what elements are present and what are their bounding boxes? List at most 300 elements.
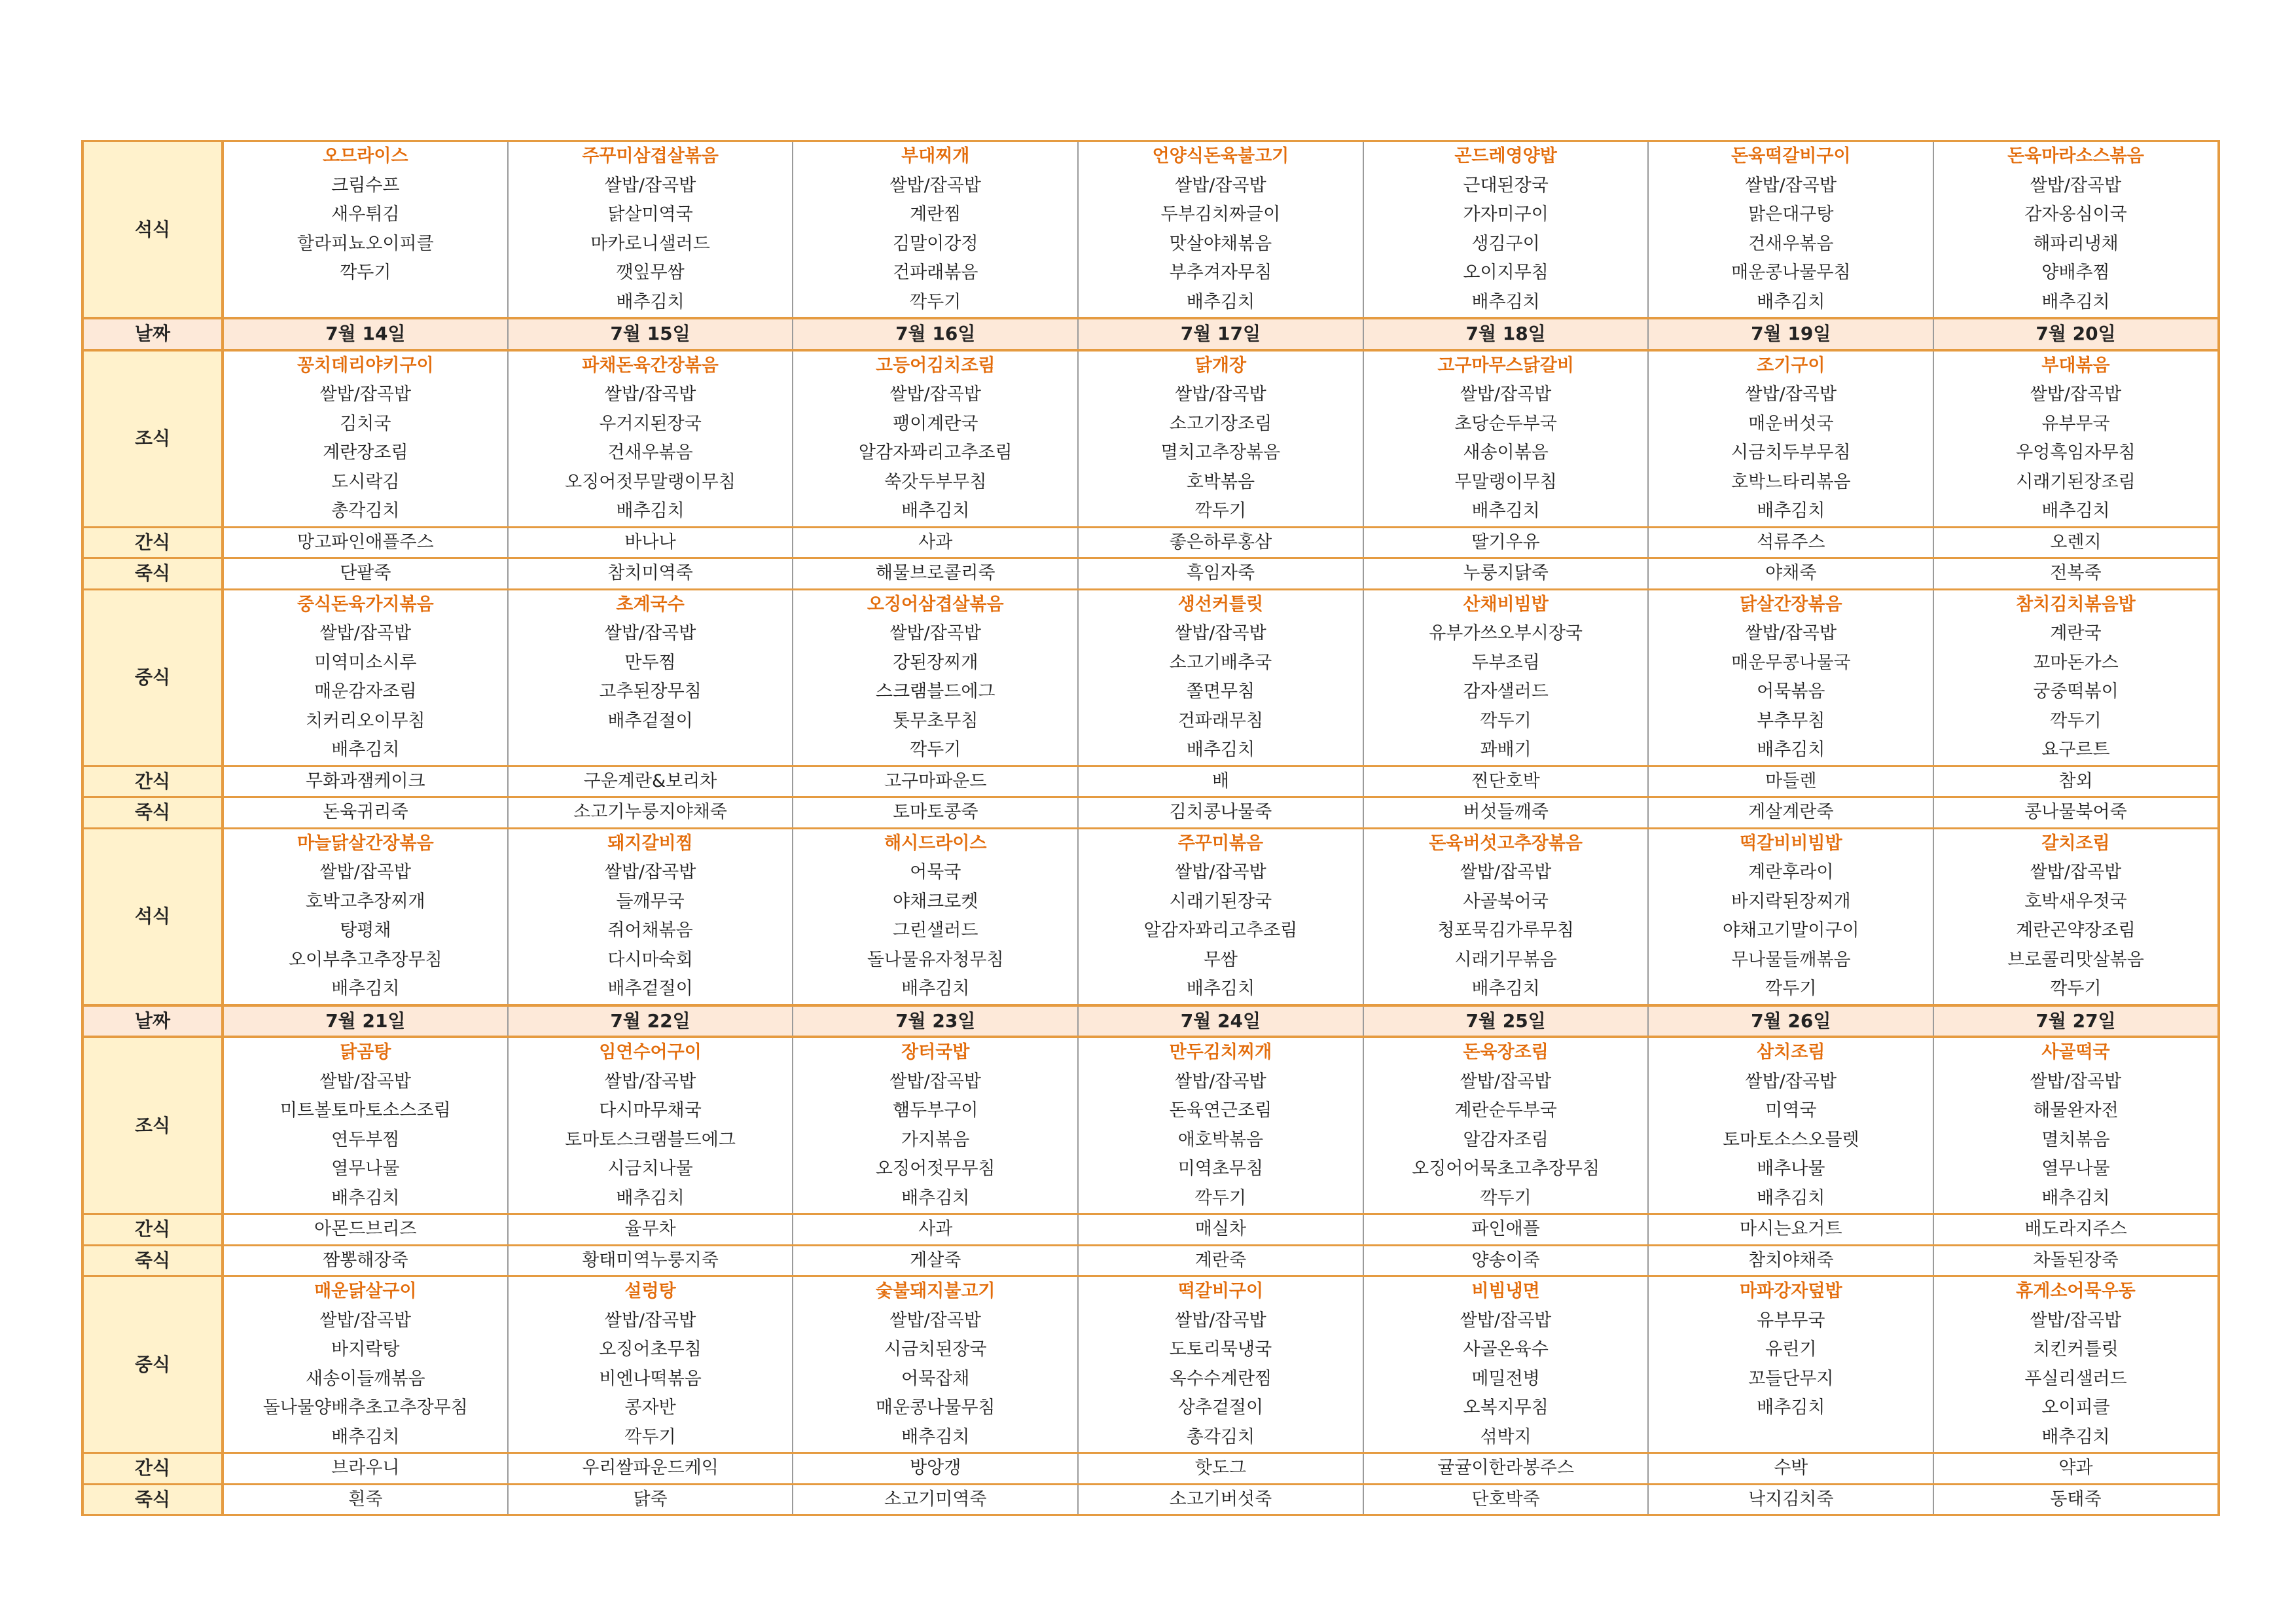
- side-dish-cell: 마카로니샐러드: [508, 230, 793, 259]
- side-dish-cell: 시래기된장조림: [1933, 468, 2219, 497]
- side-dish-cell: 배추김치: [1648, 288, 1933, 319]
- side-dish-cell: 배추김치: [1648, 1184, 1933, 1214]
- meal-row: [82, 350, 2219, 381]
- side-dish-cell: 배추겉절이: [508, 975, 793, 1005]
- side-dish-cell: 쌀밥/잡곡밥: [1363, 1068, 1649, 1097]
- main-dish-cell: 중식돈육가지볶음: [223, 589, 508, 619]
- meal-row: [82, 1307, 2219, 1336]
- side-dish-cell: 그린샐러드: [793, 916, 1078, 946]
- side-dish-cell: 쌀밥/잡곡밥: [793, 171, 1078, 201]
- side-dish-cell: 호박고추장찌개: [223, 888, 508, 917]
- side-dish-cell: 쌀밥/잡곡밥: [223, 1068, 508, 1097]
- meal-label: 죽식: [82, 797, 223, 829]
- snack-porridge-row: [82, 797, 2219, 829]
- side-dish-cell: 쌀밥/잡곡밥: [1078, 619, 1363, 649]
- side-dish-cell: 무쌈: [1078, 946, 1363, 975]
- side-dish-cell: 탕평채: [223, 916, 508, 946]
- meal-row: [82, 1126, 2219, 1155]
- side-dish-cell: 쌀밥/잡곡밥: [1078, 1307, 1363, 1336]
- side-dish-cell: 깍두기: [793, 736, 1078, 766]
- side-dish-cell: 오이지무침: [1363, 259, 1649, 288]
- meal-label: 죽식: [82, 1245, 223, 1276]
- main-dish-cell: 곤드레영양밥: [1363, 141, 1649, 171]
- meal-row: [82, 1276, 2219, 1307]
- side-dish-cell: 어묵국: [793, 858, 1078, 888]
- main-dish-cell: 마파강자덮밥: [1648, 1276, 1933, 1307]
- side-dish-cell: 쌀밥/잡곡밥: [1933, 858, 2219, 888]
- side-dish-cell: 부추무침: [1648, 707, 1933, 736]
- side-dish-cell: 쌀밥/잡곡밥: [793, 380, 1078, 410]
- side-dish-cell: 상추겉절이: [1078, 1394, 1363, 1423]
- meal-row: [82, 1155, 2219, 1184]
- side-dish-cell: 멸치볶음: [1933, 1126, 2219, 1155]
- meal-row: [82, 1335, 2219, 1365]
- date-cell: 7월 19일: [1648, 318, 1933, 350]
- side-dish-cell: 배추김치: [1648, 1394, 1933, 1423]
- side-dish-cell: 쌀밥/잡곡밥: [793, 1307, 1078, 1336]
- side-dish-cell: 깍두기: [223, 259, 508, 288]
- meal-schedule-table: [81, 140, 2220, 1516]
- side-dish-cell: 매운버섯국: [1648, 410, 1933, 439]
- side-dish-cell: 돌나물양배추초고추장무침: [223, 1394, 508, 1423]
- main-dish-cell: 설렁탕: [508, 1276, 793, 1307]
- menu-cell: 구운계란&보리차: [508, 766, 793, 797]
- menu-cell: 단호박죽: [1363, 1484, 1649, 1515]
- meal-label: 간식: [82, 1453, 223, 1485]
- side-dish-cell: 열무나물: [1933, 1155, 2219, 1184]
- date-cell: 7월 21일: [223, 1005, 508, 1038]
- menu-cell: 닭죽: [508, 1484, 793, 1515]
- side-dish-cell: 배추김치: [508, 288, 793, 319]
- side-dish-cell: 꼬마돈가스: [1933, 649, 2219, 678]
- date-cell: 7월 15일: [508, 318, 793, 350]
- side-dish-cell: 배추김치: [1648, 736, 1933, 766]
- menu-cell: 사과: [793, 527, 1078, 558]
- menu-cell: 양송이죽: [1363, 1245, 1649, 1276]
- side-dish-cell: 할라피뇨오이피클: [223, 230, 508, 259]
- side-dish-cell: 배추김치: [1078, 975, 1363, 1005]
- side-dish-cell: 총각김치: [223, 497, 508, 527]
- side-dish-cell: 유부무국: [1933, 410, 2219, 439]
- meal-row: [82, 1365, 2219, 1394]
- side-dish-cell: 닭살미역국: [508, 200, 793, 230]
- menu-cell: 게살죽: [793, 1245, 1078, 1276]
- meal-row: [82, 975, 2219, 1005]
- side-dish-cell: 배추김치: [223, 736, 508, 766]
- side-dish-cell: 배추김치: [1933, 1423, 2219, 1453]
- menu-cell: 차돌된장죽: [1933, 1245, 2219, 1276]
- side-dish-cell: 깍두기: [1078, 497, 1363, 527]
- date-cell: 7월 24일: [1078, 1005, 1363, 1038]
- main-dish-cell: 오징어삼겹살볶음: [793, 589, 1078, 619]
- date-cell: 7월 16일: [793, 318, 1078, 350]
- main-dish-cell: 닭곰탕: [223, 1037, 508, 1068]
- side-dish-cell: 깍두기: [1363, 1184, 1649, 1214]
- side-dish-cell: 무나물들깨볶음: [1648, 946, 1933, 975]
- main-dish-cell: 돈육마라소스볶음: [1933, 141, 2219, 171]
- menu-cell: 흑임자죽: [1078, 558, 1363, 590]
- main-dish-cell: 파채돈육간장볶음: [508, 350, 793, 381]
- side-dish-cell: 사골북어국: [1363, 888, 1649, 917]
- side-dish-cell: 배추김치: [793, 975, 1078, 1005]
- side-dish-cell: 계란후라이: [1648, 858, 1933, 888]
- meal-label: 중식: [82, 589, 223, 766]
- menu-cell: 사과: [793, 1214, 1078, 1246]
- side-dish-cell: 우엉흑임자무침: [1933, 439, 2219, 468]
- side-dish-cell: 배추나물: [1648, 1155, 1933, 1184]
- side-dish-cell: 배추김치: [1933, 497, 2219, 527]
- meal-row: [82, 288, 2219, 319]
- side-dish-cell: 초당순두부국: [1363, 410, 1649, 439]
- side-dish-cell: 맛살야채볶음: [1078, 230, 1363, 259]
- menu-cell: 고구마파운드: [793, 766, 1078, 797]
- side-dish-cell: 톳무초무침: [793, 707, 1078, 736]
- side-dish-cell: 만두찜: [508, 649, 793, 678]
- menu-cell: 동태죽: [1933, 1484, 2219, 1515]
- side-dish-cell: 알감자꽈리고추조림: [793, 439, 1078, 468]
- side-dish-cell: 무말랭이무침: [1363, 468, 1649, 497]
- side-dish-cell: 오징어어묵초고추장무침: [1363, 1155, 1649, 1184]
- side-dish-cell: 쌀밥/잡곡밥: [1648, 380, 1933, 410]
- side-dish-cell: [508, 736, 793, 766]
- side-dish-cell: 햄두부구이: [793, 1096, 1078, 1126]
- side-dish-cell: 배추김치: [793, 1184, 1078, 1214]
- side-dish-cell: 바지락탕: [223, 1335, 508, 1365]
- side-dish-cell: 옥수수계란찜: [1078, 1365, 1363, 1394]
- side-dish-cell: 배추김치: [1933, 288, 2219, 319]
- meal-label: 조식: [82, 350, 223, 528]
- side-dish-cell: 양배추찜: [1933, 259, 2219, 288]
- side-dish-cell: 쌀밥/잡곡밥: [508, 858, 793, 888]
- main-dish-cell: 조기구이: [1648, 350, 1933, 381]
- menu-cell: 좋은하루홍삼: [1078, 527, 1363, 558]
- side-dish-cell: 미역국: [1648, 1096, 1933, 1126]
- menu-cell: 마들렌: [1648, 766, 1933, 797]
- side-dish-cell: 새송이볶음: [1363, 439, 1649, 468]
- meal-row: [82, 619, 2219, 649]
- date-cell: 7월 23일: [793, 1005, 1078, 1038]
- meal-row: [82, 171, 2219, 201]
- side-dish-cell: 미트볼토마토소스조림: [223, 1096, 508, 1126]
- meal-label: 석식: [82, 141, 223, 319]
- menu-cell: 마시는요거트: [1648, 1214, 1933, 1246]
- side-dish-cell: 시금치된장국: [793, 1335, 1078, 1365]
- side-dish-cell: 쌀밥/잡곡밥: [1933, 380, 2219, 410]
- menu-cell: 야채죽: [1648, 558, 1933, 590]
- side-dish-cell: 고추된장무침: [508, 677, 793, 707]
- side-dish-cell: 새송이들깨볶음: [223, 1365, 508, 1394]
- meal-label: 죽식: [82, 1484, 223, 1515]
- menu-cell: 소고기누룽지야채죽: [508, 797, 793, 829]
- side-dish-cell: 쌀밥/잡곡밥: [508, 619, 793, 649]
- main-dish-cell: 휴게소어묵우동: [1933, 1276, 2219, 1307]
- side-dish-cell: 토마토스크램블드에그: [508, 1126, 793, 1155]
- side-dish-cell: 배추김치: [223, 1423, 508, 1453]
- side-dish-cell: 건새우볶음: [1648, 230, 1933, 259]
- side-dish-cell: 깍두기: [793, 288, 1078, 319]
- side-dish-cell: 연두부찜: [223, 1126, 508, 1155]
- menu-cell: 참치야채죽: [1648, 1245, 1933, 1276]
- side-dish-cell: 오이피클: [1933, 1394, 2219, 1423]
- side-dish-cell: 쌀밥/잡곡밥: [1078, 858, 1363, 888]
- menu-cell: 김치콩나물죽: [1078, 797, 1363, 829]
- date-cell: 7월 18일: [1363, 318, 1649, 350]
- side-dish-cell: 쑥갓두부무침: [793, 468, 1078, 497]
- side-dish-cell: 토마토소스오믈렛: [1648, 1126, 1933, 1155]
- side-dish-cell: 오징어젓무말랭이무침: [508, 468, 793, 497]
- main-dish-cell: 삼치조림: [1648, 1037, 1933, 1068]
- meal-row: [82, 677, 2219, 707]
- side-dish-cell: 궁중떡볶이: [1933, 677, 2219, 707]
- side-dish-cell: 감자샐러드: [1363, 677, 1649, 707]
- main-dish-cell: 마늘닭살간장볶음: [223, 828, 508, 858]
- side-dish-cell: 알감자조림: [1363, 1126, 1649, 1155]
- side-dish-cell: 소고기배추국: [1078, 649, 1363, 678]
- menu-cell: 매실차: [1078, 1214, 1363, 1246]
- meal-row: [82, 858, 2219, 888]
- meal-row: [82, 736, 2219, 766]
- date-cell: 7월 26일: [1648, 1005, 1933, 1038]
- side-dish-cell: 김치국: [223, 410, 508, 439]
- side-dish-cell: 깍두기: [1933, 975, 2219, 1005]
- side-dish-cell: 배추김치: [1933, 1184, 2219, 1214]
- side-dish-cell: 쌀밥/잡곡밥: [1078, 171, 1363, 201]
- side-dish-cell: 감자옹심이국: [1933, 200, 2219, 230]
- menu-cell: 우리쌀파운드케익: [508, 1453, 793, 1485]
- menu-cell: 아몬드브리즈: [223, 1214, 508, 1246]
- side-dish-cell: 도토리묵냉국: [1078, 1335, 1363, 1365]
- side-dish-cell: 해물완자전: [1933, 1096, 2219, 1126]
- meal-label: 중식: [82, 1276, 223, 1453]
- side-dish-cell: 해파리냉채: [1933, 230, 2219, 259]
- meal-row: [82, 589, 2219, 619]
- meal-row: [82, 468, 2219, 497]
- date-label: 날짜: [82, 1005, 223, 1038]
- side-dish-cell: 쌀밥/잡곡밥: [1363, 1307, 1649, 1336]
- menu-cell: 누룽지닭죽: [1363, 558, 1649, 590]
- meal-row: [82, 141, 2219, 171]
- main-dish-cell: 사골떡국: [1933, 1037, 2219, 1068]
- side-dish-cell: 쥐어채볶음: [508, 916, 793, 946]
- menu-cell: 돈육귀리죽: [223, 797, 508, 829]
- main-dish-cell: 주꾸미삼겹살볶음: [508, 141, 793, 171]
- main-dish-cell: 숯불돼지불고기: [793, 1276, 1078, 1307]
- side-dish-cell: 미역미소시루: [223, 649, 508, 678]
- side-dish-cell: 푸실리샐러드: [1933, 1365, 2219, 1394]
- side-dish-cell: 사골온육수: [1363, 1335, 1649, 1365]
- side-dish-cell: 생김구이: [1363, 230, 1649, 259]
- side-dish-cell: 멸치고추장볶음: [1078, 439, 1363, 468]
- main-dish-cell: 닭살간장볶음: [1648, 589, 1933, 619]
- meal-label: 간식: [82, 527, 223, 558]
- snack-porridge-row: [82, 1484, 2219, 1515]
- menu-cell: 계란죽: [1078, 1245, 1363, 1276]
- side-dish-cell: 시금치나물: [508, 1155, 793, 1184]
- side-dish-cell: 우거지된장국: [508, 410, 793, 439]
- side-dish-cell: 배추겉절이: [508, 707, 793, 736]
- date-row: [82, 318, 2219, 350]
- side-dish-cell: 깍두기: [1078, 1184, 1363, 1214]
- side-dish-cell: 도시락김: [223, 468, 508, 497]
- snack-porridge-row: [82, 527, 2219, 558]
- side-dish-cell: 유부무국: [1648, 1307, 1933, 1336]
- side-dish-cell: 쌀밥/잡곡밥: [223, 619, 508, 649]
- side-dish-cell: 비엔나떡볶음: [508, 1365, 793, 1394]
- meal-row: [82, 230, 2219, 259]
- meal-row: [82, 410, 2219, 439]
- main-dish-cell: 떡갈비구이: [1078, 1276, 1363, 1307]
- meal-row: [82, 380, 2219, 410]
- side-dish-cell: 쌀밥/잡곡밥: [1933, 171, 2219, 201]
- menu-cell: 게살계란죽: [1648, 797, 1933, 829]
- side-dish-cell: 쌀밥/잡곡밥: [508, 380, 793, 410]
- menu-cell: 소고기버섯죽: [1078, 1484, 1363, 1515]
- menu-cell: 참치미역죽: [508, 558, 793, 590]
- menu-cell: 단팥죽: [223, 558, 508, 590]
- main-dish-cell: 떡갈비비빔밥: [1648, 828, 1933, 858]
- side-dish-cell: 깍두기: [508, 1423, 793, 1453]
- side-dish-cell: 쫄면무침: [1078, 677, 1363, 707]
- main-dish-cell: 초계국수: [508, 589, 793, 619]
- side-dish-cell: [1648, 1423, 1933, 1453]
- side-dish-cell: 야채고기말이구이: [1648, 916, 1933, 946]
- main-dish-cell: 주꾸미볶음: [1078, 828, 1363, 858]
- side-dish-cell: 배추김치: [508, 497, 793, 527]
- side-dish-cell: 계란국: [1933, 619, 2219, 649]
- snack-porridge-row: [82, 558, 2219, 590]
- side-dish-cell: 쌀밥/잡곡밥: [223, 380, 508, 410]
- side-dish-cell: 호박볶음: [1078, 468, 1363, 497]
- side-dish-cell: 건파래무침: [1078, 707, 1363, 736]
- meal-schedule-body: [82, 141, 2219, 1515]
- menu-cell: 배도라지주스: [1933, 1214, 2219, 1246]
- menu-cell: 바나나: [508, 527, 793, 558]
- meal-row: [82, 1037, 2219, 1068]
- menu-cell: 토마토콩죽: [793, 797, 1078, 829]
- side-dish-cell: 깍두기: [1648, 975, 1933, 1005]
- date-label: 날짜: [82, 318, 223, 350]
- side-dish-cell: 야채크로켓: [793, 888, 1078, 917]
- side-dish-cell: 깍두기: [1363, 707, 1649, 736]
- side-dish-cell: 스크램블드에그: [793, 677, 1078, 707]
- main-dish-cell: 돈육떡갈비구이: [1648, 141, 1933, 171]
- menu-cell: 방앙갱: [793, 1453, 1078, 1485]
- side-dish-cell: 다시마숙회: [508, 946, 793, 975]
- side-dish-cell: 깻잎무쌈: [508, 259, 793, 288]
- main-dish-cell: 닭개장: [1078, 350, 1363, 381]
- date-cell: 7월 14일: [223, 318, 508, 350]
- side-dish-cell: 애호박볶음: [1078, 1126, 1363, 1155]
- main-dish-cell: 참치김치볶음밥: [1933, 589, 2219, 619]
- snack-porridge-row: [82, 1214, 2219, 1246]
- side-dish-cell: 쌀밥/잡곡밥: [1933, 1068, 2219, 1097]
- main-dish-cell: 오므라이스: [223, 141, 508, 171]
- main-dish-cell: 비빔냉면: [1363, 1276, 1649, 1307]
- date-cell: 7월 25일: [1363, 1005, 1649, 1038]
- side-dish-cell: 두부조림: [1363, 649, 1649, 678]
- menu-cell: 흰죽: [223, 1484, 508, 1515]
- main-dish-cell: 부대볶음: [1933, 350, 2219, 381]
- side-dish-cell: 강된장찌개: [793, 649, 1078, 678]
- side-dish-cell: 미역초무침: [1078, 1155, 1363, 1184]
- side-dish-cell: 배추김치: [793, 497, 1078, 527]
- menu-cell: 배: [1078, 766, 1363, 797]
- menu-cell: 오렌지: [1933, 527, 2219, 558]
- side-dish-cell: 가자미구이: [1363, 200, 1649, 230]
- side-dish-cell: 오징어초무침: [508, 1335, 793, 1365]
- side-dish-cell: 가지볶음: [793, 1126, 1078, 1155]
- menu-cell: 짬뽕해장죽: [223, 1245, 508, 1276]
- side-dish-cell: 쌀밥/잡곡밥: [1648, 1068, 1933, 1097]
- meal-row: [82, 1068, 2219, 1097]
- menu-cell: 찐단호박: [1363, 766, 1649, 797]
- meal-label: 간식: [82, 766, 223, 797]
- meal-row: [82, 439, 2219, 468]
- side-dish-cell: 새우튀김: [223, 200, 508, 230]
- side-dish-cell: 콩자반: [508, 1394, 793, 1423]
- menu-cell: 무화과잼케이크: [223, 766, 508, 797]
- side-dish-cell: 쌀밥/잡곡밥: [1363, 858, 1649, 888]
- side-dish-cell: 호박느타리볶음: [1648, 468, 1933, 497]
- side-dish-cell: 다시마무채국: [508, 1096, 793, 1126]
- menu-cell: 율무차: [508, 1214, 793, 1246]
- side-dish-cell: 계란순두부국: [1363, 1096, 1649, 1126]
- side-dish-cell: 김말이강정: [793, 230, 1078, 259]
- side-dish-cell: 총각김치: [1078, 1423, 1363, 1453]
- side-dish-cell: 쌀밥/잡곡밥: [1933, 1307, 2219, 1336]
- side-dish-cell: 두부김치짜글이: [1078, 200, 1363, 230]
- side-dish-cell: 배추김치: [1078, 288, 1363, 319]
- meal-row: [82, 1096, 2219, 1126]
- date-cell: 7월 27일: [1933, 1005, 2219, 1038]
- side-dish-cell: 호박새우젓국: [1933, 888, 2219, 917]
- side-dish-cell: 부추겨자무침: [1078, 259, 1363, 288]
- side-dish-cell: 배추김치: [508, 1184, 793, 1214]
- meal-row: [82, 1423, 2219, 1453]
- main-dish-cell: 해시드라이스: [793, 828, 1078, 858]
- side-dish-cell: 꼬들단무지: [1648, 1365, 1933, 1394]
- menu-cell: 낙지김치죽: [1648, 1484, 1933, 1515]
- menu-cell: 버섯들깨죽: [1363, 797, 1649, 829]
- side-dish-cell: 오복지무침: [1363, 1394, 1649, 1423]
- side-dish-cell: 치커리오이무침: [223, 707, 508, 736]
- meal-row: [82, 649, 2219, 678]
- meal-row: [82, 1184, 2219, 1214]
- menu-cell: 핫도그: [1078, 1453, 1363, 1485]
- date-row: [82, 1005, 2219, 1038]
- side-dish-cell: 매운감자조림: [223, 677, 508, 707]
- menu-cell: 황태미역누룽지죽: [508, 1245, 793, 1276]
- side-dish-cell: 어묵볶음: [1648, 677, 1933, 707]
- meal-row: [82, 200, 2219, 230]
- meal-row: [82, 946, 2219, 975]
- side-dish-cell: 쌀밥/잡곡밥: [1363, 380, 1649, 410]
- menu-cell: 소고기미역죽: [793, 1484, 1078, 1515]
- side-dish-cell: 꽈배기: [1363, 736, 1649, 766]
- side-dish-cell: 쌀밥/잡곡밥: [223, 1307, 508, 1336]
- side-dish-cell: 소고기장조림: [1078, 410, 1363, 439]
- side-dish-cell: 쌀밥/잡곡밥: [508, 171, 793, 201]
- menu-cell: 딸기우유: [1363, 527, 1649, 558]
- date-cell: 7월 22일: [508, 1005, 793, 1038]
- side-dish-cell: 브로콜리맛살볶음: [1933, 946, 2219, 975]
- main-dish-cell: 만두김치찌개: [1078, 1037, 1363, 1068]
- main-dish-cell: 부대찌개: [793, 141, 1078, 171]
- side-dish-cell: 배추김치: [1363, 288, 1649, 319]
- side-dish-cell: 매운콩나물무침: [793, 1394, 1078, 1423]
- side-dish-cell: 돌나물유자청무침: [793, 946, 1078, 975]
- menu-cell: 브라우니: [223, 1453, 508, 1485]
